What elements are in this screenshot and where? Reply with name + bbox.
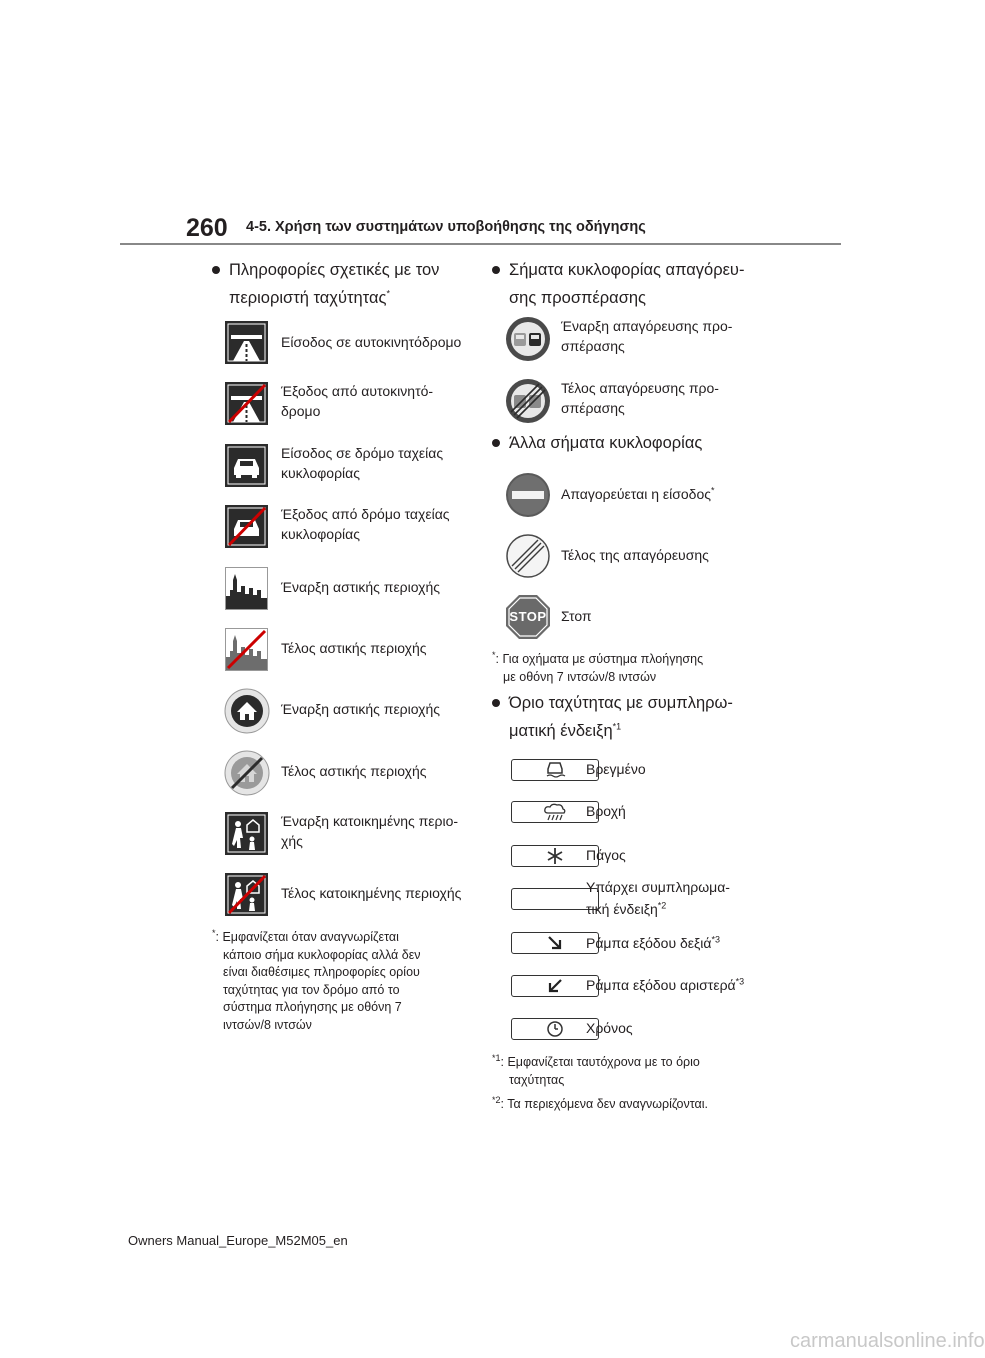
footnote-speed-limiter: *: Εμφανίζεται όταν αναγνωρίζεται κάποιο σήμα κυκλοφορίας αλλά δεν είναι διαθέσιμες πληροφορίες ορίου ταχύτητας για τον δρόμο από το σύστημα πλοήγησης με οθόνη 7 ιντσών/8 ιντσών (212, 927, 421, 1032)
header-divider (120, 243, 841, 245)
sign-label: Ράμπα εξόδου δεξιά$^{*3}$ (586, 934, 721, 951)
bullet-icon (492, 439, 500, 447)
expressway-exit-icon (225, 505, 268, 548)
urban-area-round-start-icon (224, 688, 270, 734)
sign-label: Είσοδος σε δρόμο ταχείας κυκλοφορίας (281, 445, 444, 481)
sign-label: Έναρξη αστικής περιοχής (281, 701, 441, 717)
end-of-restriction-icon (505, 533, 551, 579)
chapter-title: 4-5. Χρήση των συστημάτων υποβοήθησης της οδήγησης (246, 219, 646, 235)
no-entry-icon (505, 472, 551, 518)
expressway-entry-icon (225, 444, 268, 487)
sign-label: Έναρξη κατοικημένης περιο- χής (281, 813, 459, 849)
sign-label: Χρόνος (586, 1020, 633, 1036)
section-heading-speed-limit-supplementary: Όριο ταχύτητας με συμπληρω- ματική ένδειξη$^{*1}$ (492, 689, 762, 745)
urban-area-start-icon (225, 567, 268, 610)
sign-label: Βροχή (586, 803, 626, 819)
motorway-exit-icon (225, 382, 268, 425)
stop-sign-icon (505, 594, 551, 640)
sign-label: Τέλος της απαγόρευσης (561, 547, 709, 563)
sign-label: Βρεγμένο (586, 761, 646, 777)
urban-area-round-end-icon (224, 750, 270, 796)
sign-label: Απαγορεύεται η είσοδος* (561, 485, 715, 502)
sign-label: Έναρξη απαγόρευσης προ- σπέρασης (561, 318, 733, 354)
sign-label: Τέλος κατοικημένης περιοχής (281, 885, 462, 901)
residential-area-start-icon (225, 812, 268, 855)
motorway-entry-icon (225, 321, 268, 364)
section-heading-other-signs: Άλλα σήματα κυκλοφορίας (492, 429, 762, 457)
stop-sign-text: STOP (509, 609, 547, 624)
sign-label: Τέλος αστικής περιοχής (281, 640, 427, 656)
sign-label: Πάγος (586, 847, 626, 863)
sign-label: Είσοδος σε αυτοκινητόδρομο (281, 334, 462, 350)
sign-label: Έξοδος από αυτοκινητό- δρομο (281, 383, 434, 419)
footnote-unrecognized: $^{*2}$: Τα περιεχόμενα δεν αναγνωρίζονται. (492, 1094, 708, 1111)
sign-label: Στοπ (561, 608, 592, 624)
footer-manual-id: Owners Manual_Europe_M52M05_en (128, 1233, 348, 1248)
section-heading-speed-limiter: Πληροφορίες σχετικές με τον περιοριστή ταχύτητας* (212, 256, 472, 312)
bullet-icon (212, 266, 220, 274)
footnote-simultaneous: $^{*1}$: Εμφανίζεται ταυτόχρονα με το όριο ταχύτητας (492, 1052, 700, 1087)
residential-area-end-icon (225, 873, 268, 916)
sign-label: Έναρξη αστικής περιοχής (281, 579, 441, 595)
watermark: carmanualsonline.info (790, 1330, 985, 1352)
no-overtaking-start-icon (505, 316, 551, 362)
sign-label: Τέλος αστικής περιοχής (281, 763, 427, 779)
urban-area-end-icon (225, 628, 268, 671)
section-heading-no-overtaking: Σήματα κυκλοφορίας απαγόρευ- σης προσπέρασης (492, 256, 762, 312)
bullet-icon (492, 699, 500, 707)
sign-label: Έξοδος από δρόμο ταχείας κυκλοφορίας (281, 506, 450, 542)
no-overtaking-end-icon (505, 378, 551, 424)
page-number: 260 (186, 214, 228, 242)
sign-label: Ράμπα εξόδου αριστερά$^{*3}$ (586, 976, 745, 993)
footnote-navigation: *: Για οχήματα με σύστημα πλοήγησης με οθόνη 7 ιντσών/8 ιντσών (492, 649, 704, 684)
bullet-icon (492, 266, 500, 274)
sign-label: Τέλος απαγόρευσης προ- σπέρασης (561, 380, 719, 416)
sign-label: Υπάρχει συμπληρωμα- τική ένδειξη$^{*2}$ (586, 879, 730, 917)
